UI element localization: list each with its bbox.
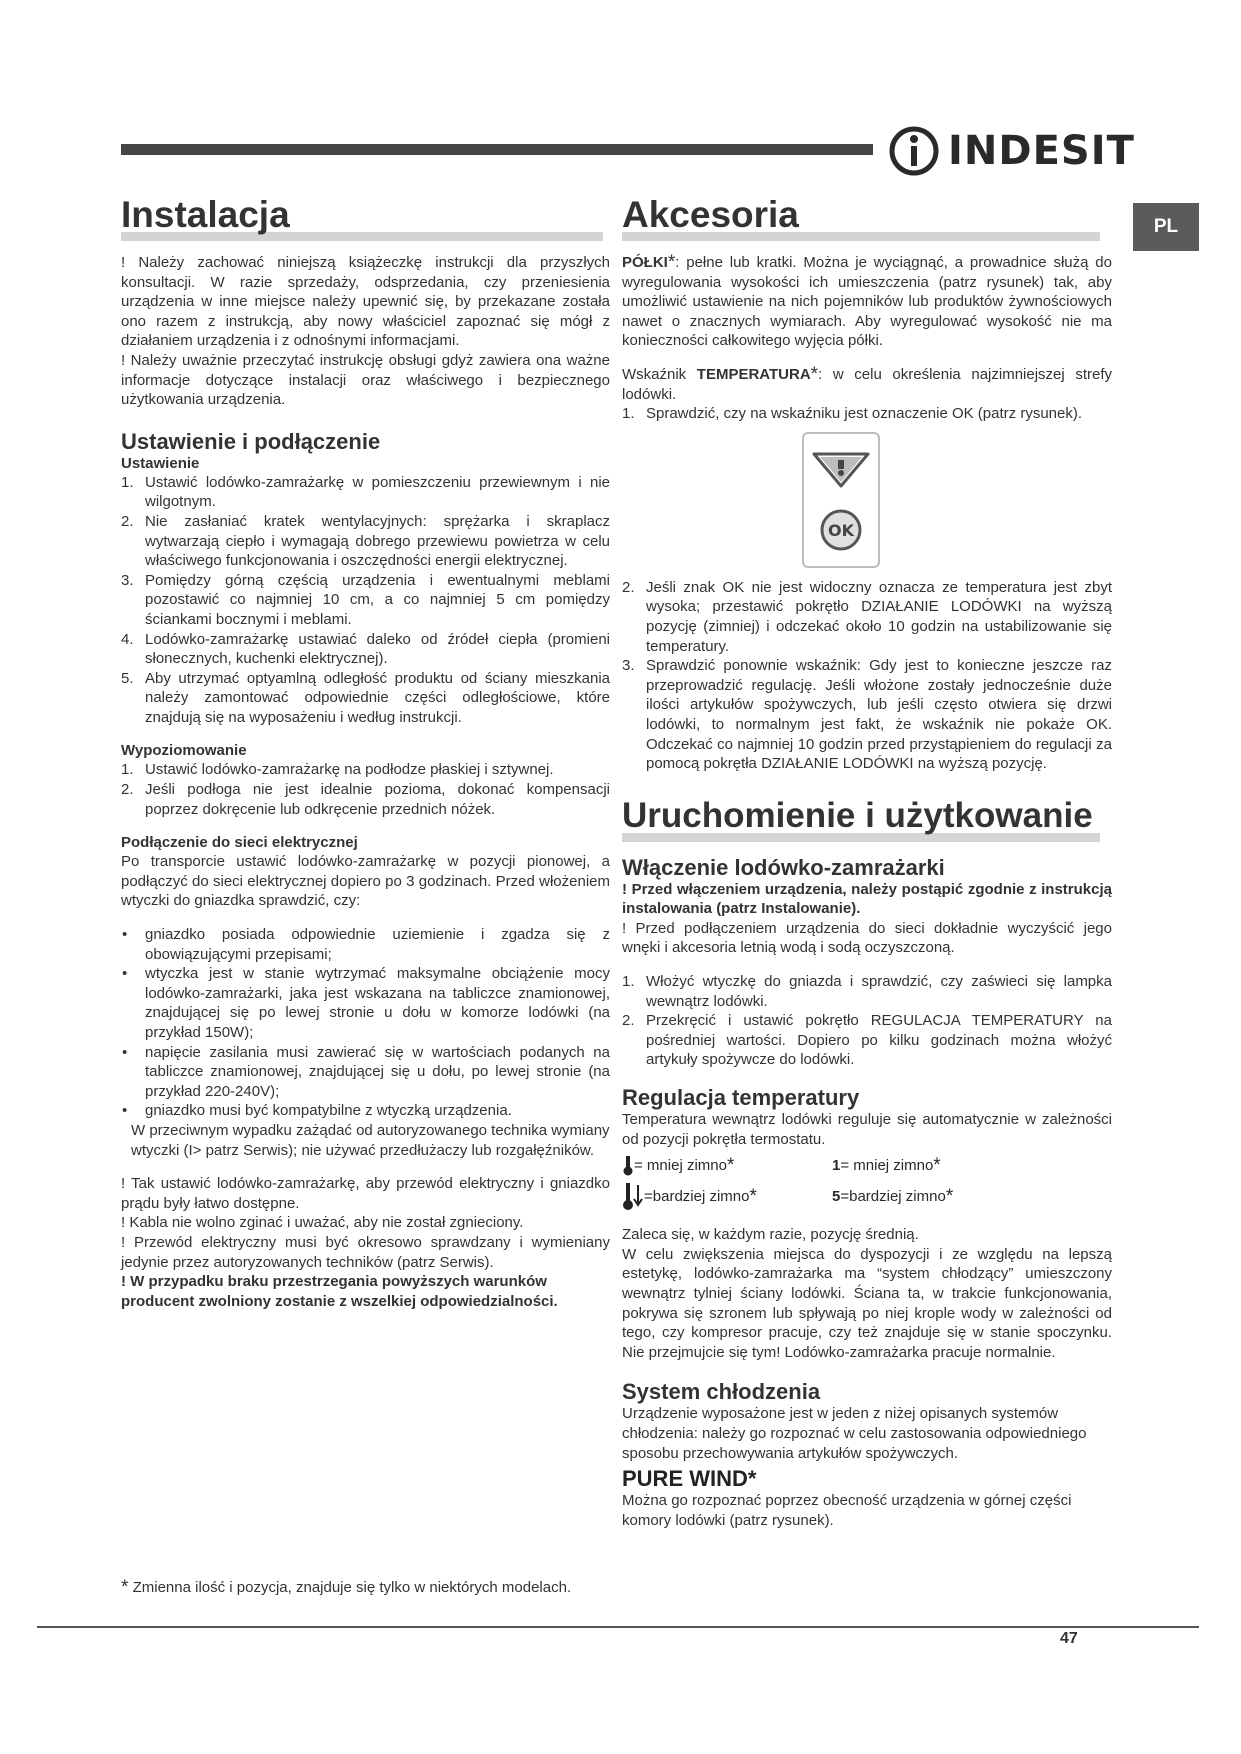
accessories-title: Akcesoria [622, 194, 799, 235]
accessories-header [622, 195, 1112, 241]
thermometer-down-icon [622, 1183, 644, 1211]
switch-on-list [622, 972, 1112, 1070]
brand-logo [888, 120, 1135, 182]
installation-header [121, 195, 610, 241]
list-item: 1. Włożyć wtyczkę do gniazda i sprawdzić, czy zaświeci się lampka wewnątrz lodówki. [622, 973, 1112, 1010]
switch-on-note: ! Przed podłączeniem urządzenia do sieci dokładnie wyczyścić jego wnęki i akcesoria letnią wodą i sodą oczyszczoną. [622, 919, 1112, 957]
temperature-indicator-paragraph: Wskaźnik TEMPERATURA*: w celu określenia najzimniejszej strefy lodówki. [622, 363, 1112, 403]
temperature-indicator-figure [802, 432, 880, 568]
startup-title: Uruchomienie i użytkowanie [622, 795, 1093, 835]
intro-paragraph-2: ! Należy uważnie przeczytać instrukcję obsługi gdyż zawiera ona ważne informacje dotyczące instalacji oraz właściwego i bezpiecznego użytkowania urządzenia. [121, 351, 610, 409]
shelves-paragraph: PÓŁKI*: pełne lub kratki. Można je wyciągnąć, a prowadnice służą do wyregulowania wysokości ich umieszczenia (patrz rysunek) tak, aby umożliwić ustawienie na nich pojemników lub produktów żywnościowych nawet o znacznych wymiarach. Aby wyregulować wysokość nie ma konieczności całkowitego wyjęcia półki. [622, 252, 1112, 350]
switch-on-warning: ! Przed włączeniem urządzenia, należy postąpić zgodnie z instrukcją instalowania (patrz Instalowanie). [622, 880, 1112, 918]
power-heading: Podłączenie do sieci elektrycznej [121, 834, 358, 852]
warning-1: ! Tak ustawić lodówko-zamrażarkę, aby przewód elektryczny i gniazdko prądu były łatwo dostępne. [121, 1175, 610, 1212]
cold-zone-icon [810, 448, 872, 492]
switch-on-heading: Włączenie lodówko-zamrażarki [622, 854, 945, 880]
indicator-list-a [622, 404, 1112, 424]
list-item: 1. Sprawdzić, czy na wskaźniku jest oznaczenie OK (patrz rysunek). [622, 405, 1083, 423]
language-tab: PL [1133, 203, 1199, 251]
list-item: 3. Pomiędzy górną częścią urządzenia i ewentualnymi meblami pozostawić co najmniej 10 cm, a co najmniej 5 cm pomiędzy ściankami bocznymi i meblami. [121, 571, 610, 628]
list-item: • gniazdko posiada odpowiednie uziemienie i zgadza się z obowiązującymi przepisami; [122, 926, 610, 963]
list-item: 2. Jeśli znak OK nie jest widoczny oznacza ze temperatura jest zbyt wysoka; przestawić pokrętło DZIAŁANIE LODÓWKI na wyższą pozycję (zimniej) i odczekać około 10 godzin na ustabilizowanie się temperatury. [622, 578, 1112, 655]
more-cold-row: =bardziej zimno * 5 =bardziej zimno * [622, 1183, 1112, 1211]
list-item: 1. Ustawić lodówko-zamrażarkę na podłodze płaskiej i sztywnej. [121, 761, 554, 779]
list-item: 5. Aby utrzymać optyamlną odległość produktu od ściany mieszkania należy zamontować odpowiednie części odległościowe, które znajdują się na wyposażeniu i według instrukcji. [121, 669, 610, 726]
setup-heading: Ustawienie i podłączenie [121, 428, 381, 454]
list-item: 3. Sprawdzić ponownie wskaźnik: Gdy jest to konieczne jeszcze raz przeprowadzić regulację. Jeśli włożone zostały jednocześnie duże ilości artykułów spożywczych, lub jeśli często otwiera się drzwi lodówki, to normalnym jest fakt, że wskaźnik nie pokaże OK. Odczekać co najmniej 10 godzin przed przystąpieniem do regulacji za pomocą pokrętła DZIAŁANIE LODÓWKI na wyższą pozycję. [622, 657, 1112, 773]
intro-paragraph-1: ! Należy zachować niniejszą książeczkę instrukcji dla przyszłych konsultacji. W razie sprzedaży, odsprzedania, czy przeniesienia urządzenia w inne miejsce należy upewnić się, by przekazane została ono razem z instrukcją, aby nowy właściciel zapoznać się mógł z działaniem urządzenia i z odnośnymi informacjami. [121, 254, 610, 350]
list-item: 2. Nie zasłaniać kratek wentylacyjnych: sprężarka i skraplacz wytwarzają ciepło i wymagają dobrego przewiewu powietrza w celu właściwego funkcjonowania i oszczędności energii elektrycznej. [121, 512, 610, 570]
ok-label: OK [828, 520, 854, 540]
header-bar [121, 144, 873, 155]
footnote: * Zmienna ilość i pozycja, znajduje się tylko w niektórych modelach. [121, 1577, 572, 1598]
list-item: • gniazdko musi być kompatybilne z wtyczką urządzenia. [122, 1102, 512, 1120]
leveling-heading: Wypoziomowanie [121, 742, 247, 760]
temperature-regulation-text: Temperatura wewnątrz lodówki reguluje się automatycznie w zależności od pozycji pokrętła termostatu. [622, 1111, 1112, 1148]
leveling-list [121, 760, 610, 819]
pure-wind-heading: PURE WIND* [622, 1466, 757, 1492]
list-item: • wtyczka jest w stanie wytrzymać maksymalne obciążenie mocy lodówko-zamrażarki, jaka jest wskazana na tabliczce znamionowej, znajdującej się po lewej stronie u dołu w komorze lodówki (na przykład 150W); [122, 965, 610, 1041]
footer-rule [37, 1626, 1199, 1628]
brand-logo-text: INDESIT [948, 128, 1135, 174]
list-item: 4. Lodówko-zamrażarkę ustawiać daleko od źródeł ciepła (promieni słonecznych, kuchenki elektrycznej). [121, 630, 610, 668]
page-number: 47 [1060, 1630, 1078, 1647]
left-column [121, 195, 610, 1311]
setup-subheading: Ustawienie [121, 454, 200, 472]
brand-logo-icon [888, 123, 940, 179]
pure-wind-text: Można go rozpoznać poprzez obecność urządzenia w górnej części komory lodówki (patrz rysunek). [622, 1492, 1072, 1529]
cooling-system-heading: System chłodzenia [622, 1379, 821, 1405]
ok-icon [819, 508, 863, 552]
regulation-recommendation: Zaleca się, w każdym razie, pozycję średnią. [622, 1226, 919, 1244]
list-item: 2. Jeśli podłoga nie jest idealnie pozioma, dokonać kompensacji poprzez dokręcenie lub odkręcenie przednich nóżek. [121, 781, 610, 818]
startup-header [622, 796, 1112, 842]
warning-4: ! W przypadku braku przestrzegania powyższych warunków producent zwolniony zostanie z wszelkiej odpowiedzialności. [121, 1273, 558, 1310]
indicator-list-b [622, 578, 1112, 774]
installation-title: Instalacja [121, 194, 290, 235]
power-intro: Po transporcie ustawić lodówko-zamrażarkę w pozycji pionowej, a podłączyć do sieci elektrycznej dopiero po 3 godzinach. Przed włożeniem wtyczki do gniazdka sprawdzić, czy: [121, 853, 610, 910]
list-item: 2. Przekręcić i ustawić pokrętło REGULACJA TEMPERATURY na pośredniej wartości. Dopiero po kilku godzinach można włożyć artykuły spożywcze do lodówki. [622, 1012, 1112, 1069]
temperature-regulation-heading: Regulacja temperatury [622, 1085, 860, 1111]
setup-list [121, 473, 610, 728]
list-item: 1. Ustawić lodówko-zamrażarkę w pomieszczeniu przewiewnym i nie wilgotnym. [121, 473, 610, 511]
cooling-system-text: Urządzenie wyposażone jest w jeden z niżej opisanych systemów chłodzenia: należy go rozpoznać w celu zastosowania odpowiedniego sposobu przechowywania artykułów spożywczych. [622, 1405, 1087, 1462]
power-else: W przeciwnym wypadku zażądać od autoryzowanego technika wymiany wtyczki (I> patrz Serwis); nie używać przedłużaczy lub rozgałęźników. [131, 1121, 610, 1159]
less-cold-row: = mniej zimno * 1 = mniej zimno * [622, 1155, 1112, 1177]
power-checklist [121, 925, 610, 1121]
warning-2: ! Kabla nie wolno zginać i uważać, aby nie został zgnieciony. [121, 1214, 524, 1232]
list-item: • napięcie zasilania musi zawierać się w wartościach podanych na tabliczce znamionowej, znajdującej się u dołu, po lewej stronie (na przykład 220-240V); [122, 1043, 610, 1100]
right-column [622, 195, 1112, 1530]
regulation-explanation: W celu zwiększenia miejsca do dyspozycji i ze względu na lepszą estetykę, lodówko-zamrażarka ma “system chłodzący” umieszczony wewnątrz tylniej ściany lodówki. Ściana ta, w trakcie funkcjonowania, pokrywa się szronem lub spływają po niej krople wody w zależności od tego, czy kompresor pracuje, czy też znajduje się w stanie spoczynku. Nie przejmujcie się tym! Lodówko-zamrażarka pracuje normalnie. [622, 1245, 1112, 1361]
warning-3: ! Przewód elektryczny musi być okresowo sprawdzany i wymieniany jedynie przez autoryzowanych techników (patrz Serwis). [121, 1233, 610, 1271]
thermometer-icon [622, 1156, 634, 1176]
